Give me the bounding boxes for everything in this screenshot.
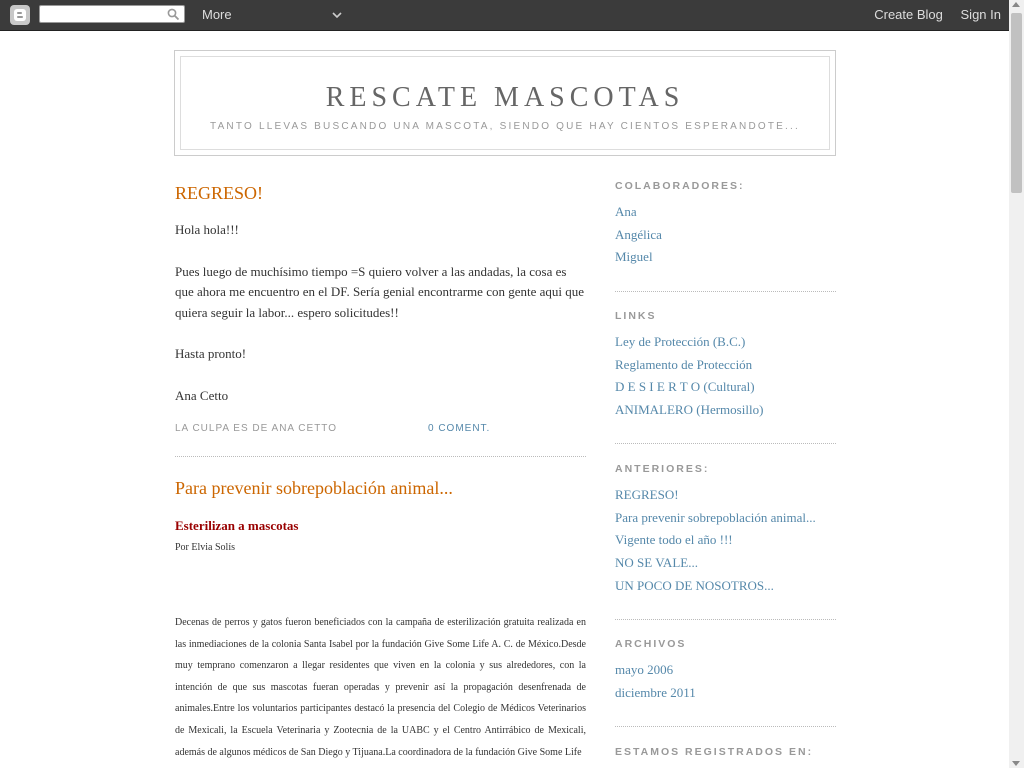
more-label: More [202, 7, 232, 22]
archivos-section [615, 638, 836, 704]
link-item[interactable]: Reglamento de Protección [615, 356, 753, 372]
post-subtitle: Esterilizan a mascotas [175, 518, 299, 533]
blogger-navbar [0, 0, 1009, 31]
section-heading: ANTERIORES: [615, 463, 710, 475]
colaborador-link[interactable]: Angélica [615, 226, 662, 242]
post-author: LA CULPA ES DE ANA CETTO [175, 423, 338, 434]
post-signature: Ana Cetto [175, 387, 229, 403]
post-paragraph: Hasta pronto! [175, 346, 247, 361]
section-heading: COLABORADORES: [615, 180, 745, 192]
colaborador-link[interactable]: Miguel [615, 249, 653, 265]
sign-in-link[interactable]: Sign In [960, 7, 1001, 22]
archive-link[interactable]: diciembre 2011 [615, 684, 696, 700]
post-paragraph: Hola hola!!! [175, 222, 239, 237]
previous-post-link[interactable]: Vigente todo el año !!! [615, 532, 733, 548]
previous-post-link[interactable]: NO SE VALE... [615, 555, 698, 571]
post-body [175, 220, 586, 406]
search-icon[interactable] [167, 8, 180, 26]
sidebar-divider [615, 619, 836, 620]
navbar-actions [860, 7, 1001, 22]
sidebar-divider [615, 291, 836, 292]
archivos-list [615, 659, 836, 704]
archive-link[interactable]: mayo 2006 [615, 662, 674, 677]
links-section [615, 310, 836, 422]
chevron-down-icon [332, 8, 342, 23]
post-body-text: Decenas de perros y gatos fueron beneficiados con la campaña de esterilización gratuita realizada en las inmediaciones de la colonia Santa Isabel por la fundación Give Some Life A. C. de México.Desde muy temprano comenzaron a llegar residentes que viven en la colonia y sus alrededores, con la intención de que sus mascotas fueran operadas y prevenir así la propagación desenfrenada de animales.Entre los voluntarios participantes destacó la presencia del Colegio de Médicos Veterinarios de Mexicali, la Escuela Veterinaria y Zootecnia de la UABC y el Centro Antirrábico de Mexicali, además de algunos médicos de San Diego y Tijuana.La coordinadora de la fundación Give Some Life [175, 617, 586, 758]
post-title[interactable]: Para prevenir sobrepoblación animal... [175, 478, 453, 498]
blog-header-inner [180, 56, 830, 150]
colaboradores-list [615, 201, 836, 269]
section-heading: LINKS [615, 310, 657, 322]
blog-header [174, 50, 836, 156]
page-scrollbar[interactable] [1009, 0, 1024, 768]
post-divider [175, 456, 586, 457]
blogger-logo-icon[interactable] [10, 5, 30, 25]
anteriores-section [615, 463, 836, 598]
link-item[interactable]: ANIMALERO (Hermosillo) [615, 402, 764, 418]
section-heading: ARCHIVOS [615, 638, 687, 650]
links-list [615, 331, 836, 422]
link-item[interactable]: Ley de Protección (B.C.) [615, 334, 746, 349]
comments-link[interactable]: 0 COMENT. [428, 423, 491, 434]
post-footer [175, 423, 586, 434]
post-paragraph: Pues luego de muchísimo tiempo =S quiero volver a las andadas, la cosa es que ahora me encuentro en el DF. Sería genial encontrarme con gente aqui que quiera seguir la labor... espero solicitudes!! [175, 263, 585, 320]
anteriores-list [615, 484, 836, 598]
colaborador-link[interactable]: Ana [615, 204, 637, 219]
section-heading: ESTAMOS REGISTRADOS EN: [615, 746, 814, 758]
colaboradores-section [615, 180, 836, 269]
scroll-thumb[interactable] [1011, 13, 1022, 193]
post-title[interactable]: REGRESO! [175, 183, 264, 203]
sidebar-divider [615, 443, 836, 444]
search-input[interactable] [39, 5, 185, 23]
previous-post-link[interactable]: UN POCO DE NOSOTROS... [615, 577, 774, 593]
blog-title[interactable]: RESCATE MASCOTAS [325, 82, 685, 113]
link-item[interactable]: D E S I E R T O (Cultural) [615, 379, 755, 395]
scroll-up-arrow-icon[interactable] [1012, 2, 1020, 7]
previous-post-link[interactable]: Para prevenir sobrepoblación animal... [615, 509, 816, 525]
registrados-section [615, 746, 836, 758]
blog-description: TANTO LLEVAS BUSCANDO UNA MASCOTA, SIENDO QUE HAY CIENTOS ESPERANDOTE... [210, 121, 800, 132]
post-byline: Por Elvia Solís [175, 542, 236, 553]
scroll-down-arrow-icon[interactable] [1012, 761, 1020, 766]
more-dropdown[interactable] [202, 7, 342, 23]
sidebar-divider [615, 726, 836, 727]
create-blog-link[interactable]: Create Blog [874, 7, 943, 22]
previous-post-link[interactable]: REGRESO! [615, 487, 679, 502]
